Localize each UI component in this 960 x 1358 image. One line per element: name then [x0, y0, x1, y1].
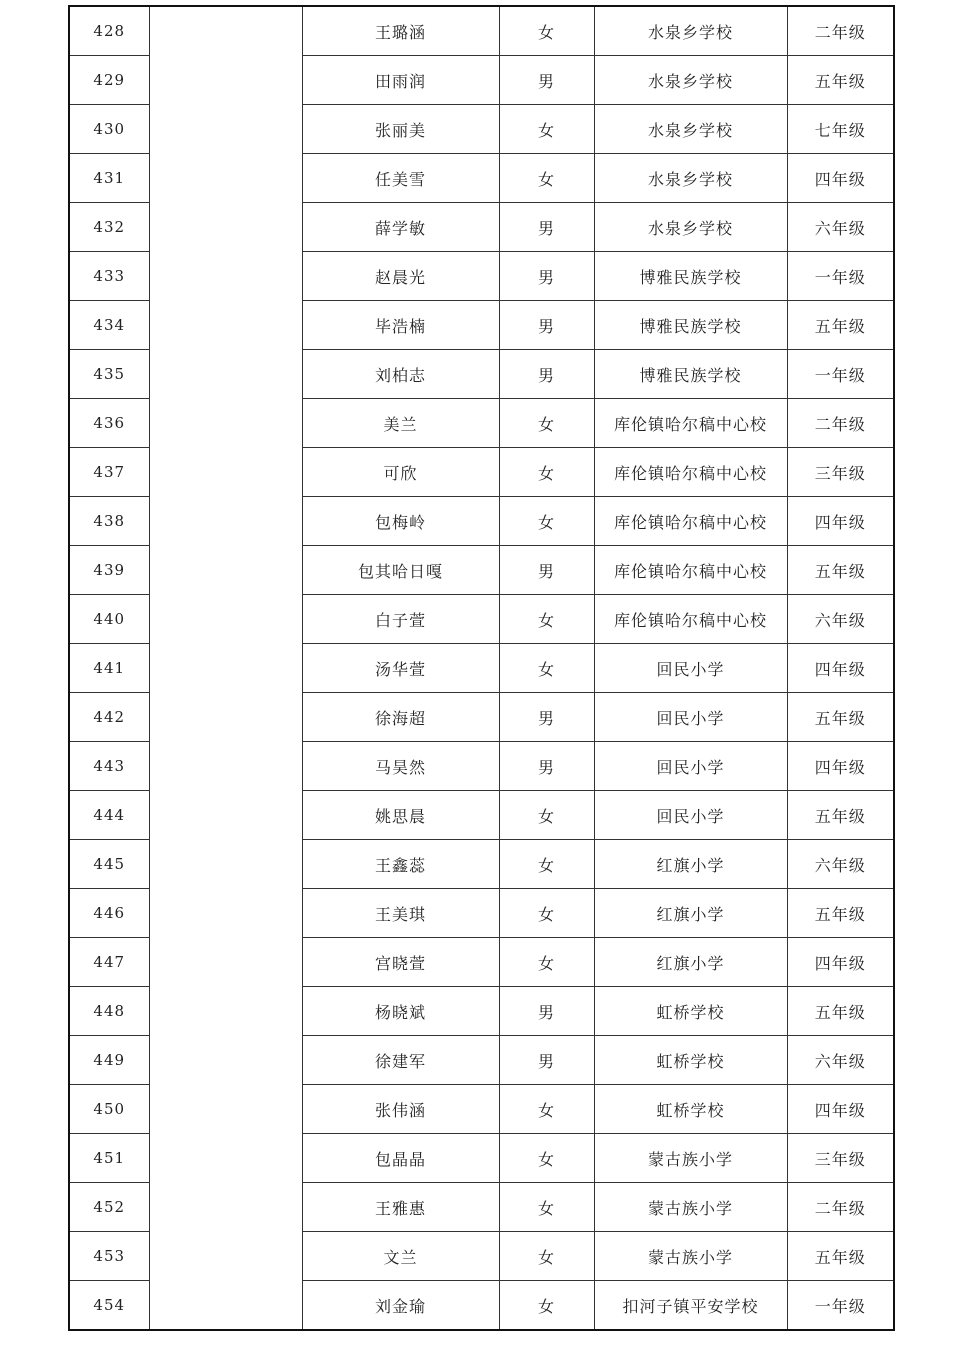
student-name-cell: 田雨润	[302, 56, 499, 105]
student-name-cell: 刘柏志	[302, 350, 499, 399]
student-name-cell: 包梅岭	[302, 497, 499, 546]
row-number-cell: 445	[69, 840, 149, 889]
student-name-cell: 王璐涵	[302, 6, 499, 56]
table-row	[69, 987, 894, 1036]
school-cell: 虹桥学校	[594, 1085, 787, 1134]
table-row	[69, 1134, 894, 1183]
student-name-cell: 白子萱	[302, 595, 499, 644]
table-row	[69, 56, 894, 105]
grade-cell: 一年级	[787, 1281, 894, 1331]
row-number-cell: 449	[69, 1036, 149, 1085]
gender-cell: 女	[499, 1281, 594, 1331]
table-row	[69, 105, 894, 154]
student-name-cell: 徐海超	[302, 693, 499, 742]
grade-cell: 四年级	[787, 938, 894, 987]
student-name-cell: 包其哈日嘎	[302, 546, 499, 595]
grade-cell: 四年级	[787, 154, 894, 203]
grade-cell: 六年级	[787, 203, 894, 252]
school-cell: 回民小学	[594, 644, 787, 693]
row-number-cell: 448	[69, 987, 149, 1036]
gender-cell: 女	[499, 154, 594, 203]
gender-cell: 男	[499, 693, 594, 742]
gender-cell: 女	[499, 595, 594, 644]
table-row	[69, 840, 894, 889]
table-row	[69, 1183, 894, 1232]
region-cell	[149, 644, 302, 693]
school-cell: 红旗小学	[594, 889, 787, 938]
grade-cell: 四年级	[787, 497, 894, 546]
gender-cell: 女	[499, 840, 594, 889]
table-row	[69, 644, 894, 693]
gender-cell: 男	[499, 203, 594, 252]
table-row	[69, 497, 894, 546]
grade-cell: 二年级	[787, 399, 894, 448]
grade-cell: 六年级	[787, 840, 894, 889]
gender-cell: 男	[499, 252, 594, 301]
student-name-cell: 毕浩楠	[302, 301, 499, 350]
student-name-cell: 姚思晨	[302, 791, 499, 840]
row-number-cell: 434	[69, 301, 149, 350]
school-cell: 博雅民族学校	[594, 301, 787, 350]
row-number-cell: 444	[69, 791, 149, 840]
gender-cell: 男	[499, 56, 594, 105]
table-row	[69, 693, 894, 742]
region-cell	[149, 1232, 302, 1281]
row-number-cell: 454	[69, 1281, 149, 1331]
gender-cell: 女	[499, 938, 594, 987]
grade-cell: 五年级	[787, 301, 894, 350]
student-name-cell: 薛学敏	[302, 203, 499, 252]
region-cell	[149, 938, 302, 987]
gender-cell: 女	[499, 448, 594, 497]
table-row	[69, 1036, 894, 1085]
row-number-cell: 452	[69, 1183, 149, 1232]
student-name-cell: 徐建军	[302, 1036, 499, 1085]
grade-cell: 六年级	[787, 595, 894, 644]
school-cell: 库伦镇哈尔稿中心校	[594, 497, 787, 546]
student-name-cell: 汤华萱	[302, 644, 499, 693]
region-cell	[149, 693, 302, 742]
table-row	[69, 938, 894, 987]
row-number-cell: 450	[69, 1085, 149, 1134]
grade-cell: 五年级	[787, 987, 894, 1036]
gender-cell: 女	[499, 889, 594, 938]
table-row	[69, 546, 894, 595]
grade-cell: 五年级	[787, 546, 894, 595]
school-cell: 红旗小学	[594, 938, 787, 987]
region-cell	[149, 889, 302, 938]
row-number-cell: 438	[69, 497, 149, 546]
student-name-cell: 王鑫蕊	[302, 840, 499, 889]
gender-cell: 男	[499, 350, 594, 399]
school-cell: 扣河子镇平安学校	[594, 1281, 787, 1331]
row-number-cell: 451	[69, 1134, 149, 1183]
school-cell: 库伦镇哈尔稿中心校	[594, 546, 787, 595]
roster-body	[69, 6, 894, 1330]
row-number-cell: 435	[69, 350, 149, 399]
school-cell: 回民小学	[594, 693, 787, 742]
grade-cell: 一年级	[787, 350, 894, 399]
region-cell	[149, 742, 302, 791]
table-row	[69, 154, 894, 203]
school-cell: 虹桥学校	[594, 987, 787, 1036]
table-row	[69, 1085, 894, 1134]
region-cell	[149, 840, 302, 889]
region-cell	[149, 154, 302, 203]
school-cell: 水泉乡学校	[594, 105, 787, 154]
school-cell: 回民小学	[594, 742, 787, 791]
grade-cell: 四年级	[787, 1085, 894, 1134]
region-cell	[149, 350, 302, 399]
table-row	[69, 1281, 894, 1331]
gender-cell: 女	[499, 644, 594, 693]
region-cell	[149, 595, 302, 644]
table-row	[69, 791, 894, 840]
region-cell	[149, 56, 302, 105]
region-cell	[149, 6, 302, 56]
school-cell: 蒙古族小学	[594, 1183, 787, 1232]
grade-cell: 六年级	[787, 1036, 894, 1085]
grade-cell: 一年级	[787, 252, 894, 301]
gender-cell: 女	[499, 791, 594, 840]
grade-cell: 五年级	[787, 56, 894, 105]
gender-cell: 男	[499, 546, 594, 595]
region-cell	[149, 1036, 302, 1085]
student-name-cell: 任美雪	[302, 154, 499, 203]
grade-cell: 五年级	[787, 889, 894, 938]
region-cell	[149, 1085, 302, 1134]
gender-cell: 女	[499, 497, 594, 546]
row-number-cell: 443	[69, 742, 149, 791]
row-number-cell: 442	[69, 693, 149, 742]
region-cell	[149, 1281, 302, 1331]
gender-cell: 男	[499, 301, 594, 350]
school-cell: 虹桥学校	[594, 1036, 787, 1085]
region-cell	[149, 399, 302, 448]
gender-cell: 女	[499, 1134, 594, 1183]
school-cell: 库伦镇哈尔稿中心校	[594, 399, 787, 448]
table-row	[69, 889, 894, 938]
student-name-cell: 刘金瑜	[302, 1281, 499, 1331]
grade-cell: 五年级	[787, 791, 894, 840]
row-number-cell: 439	[69, 546, 149, 595]
student-name-cell: 杨晓斌	[302, 987, 499, 1036]
row-number-cell: 433	[69, 252, 149, 301]
gender-cell: 女	[499, 399, 594, 448]
grade-cell: 四年级	[787, 742, 894, 791]
student-name-cell: 王雅惠	[302, 1183, 499, 1232]
student-name-cell: 赵晨光	[302, 252, 499, 301]
row-number-cell: 446	[69, 889, 149, 938]
row-number-cell: 429	[69, 56, 149, 105]
school-cell: 水泉乡学校	[594, 154, 787, 203]
region-cell	[149, 1134, 302, 1183]
gender-cell: 女	[499, 1232, 594, 1281]
table-row	[69, 1232, 894, 1281]
region-cell	[149, 203, 302, 252]
gender-cell: 女	[499, 1085, 594, 1134]
gender-cell: 男	[499, 987, 594, 1036]
student-name-cell: 张丽美	[302, 105, 499, 154]
grade-cell: 三年级	[787, 1134, 894, 1183]
gender-cell: 男	[499, 742, 594, 791]
school-cell: 蒙古族小学	[594, 1232, 787, 1281]
region-cell	[149, 252, 302, 301]
table-row	[69, 595, 894, 644]
table-row	[69, 742, 894, 791]
gender-cell: 女	[499, 6, 594, 56]
school-cell: 蒙古族小学	[594, 1134, 787, 1183]
school-cell: 水泉乡学校	[594, 6, 787, 56]
school-cell: 博雅民族学校	[594, 350, 787, 399]
row-number-cell: 431	[69, 154, 149, 203]
school-cell: 库伦镇哈尔稿中心校	[594, 595, 787, 644]
table-row	[69, 399, 894, 448]
student-name-cell: 张伟涵	[302, 1085, 499, 1134]
school-cell: 库伦镇哈尔稿中心校	[594, 448, 787, 497]
student-name-cell: 王美琪	[302, 889, 499, 938]
student-name-cell: 包晶晶	[302, 1134, 499, 1183]
grade-cell: 五年级	[787, 693, 894, 742]
school-cell: 回民小学	[594, 791, 787, 840]
grade-cell: 四年级	[787, 644, 894, 693]
row-number-cell: 428	[69, 6, 149, 56]
student-name-cell: 宫晓萱	[302, 938, 499, 987]
row-number-cell: 436	[69, 399, 149, 448]
row-number-cell: 432	[69, 203, 149, 252]
gender-cell: 女	[499, 105, 594, 154]
table-row	[69, 350, 894, 399]
student-roster-table	[68, 5, 895, 1331]
table-row	[69, 448, 894, 497]
table-row	[69, 252, 894, 301]
row-number-cell: 437	[69, 448, 149, 497]
region-cell	[149, 448, 302, 497]
region-cell	[149, 1183, 302, 1232]
row-number-cell: 441	[69, 644, 149, 693]
school-cell: 红旗小学	[594, 840, 787, 889]
grade-cell: 三年级	[787, 448, 894, 497]
grade-cell: 五年级	[787, 1232, 894, 1281]
row-number-cell: 447	[69, 938, 149, 987]
row-number-cell: 453	[69, 1232, 149, 1281]
region-cell	[149, 987, 302, 1036]
school-cell: 水泉乡学校	[594, 203, 787, 252]
table-row	[69, 6, 894, 56]
grade-cell: 七年级	[787, 105, 894, 154]
region-cell	[149, 301, 302, 350]
school-cell: 水泉乡学校	[594, 56, 787, 105]
table-row	[69, 203, 894, 252]
grade-cell: 二年级	[787, 6, 894, 56]
grade-cell: 二年级	[787, 1183, 894, 1232]
gender-cell: 男	[499, 1036, 594, 1085]
region-cell	[149, 105, 302, 154]
student-name-cell: 马昊然	[302, 742, 499, 791]
student-name-cell: 可欣	[302, 448, 499, 497]
student-name-cell: 文兰	[302, 1232, 499, 1281]
region-cell	[149, 546, 302, 595]
region-cell	[149, 791, 302, 840]
school-cell: 博雅民族学校	[594, 252, 787, 301]
student-name-cell: 美兰	[302, 399, 499, 448]
row-number-cell: 430	[69, 105, 149, 154]
gender-cell: 女	[499, 1183, 594, 1232]
row-number-cell: 440	[69, 595, 149, 644]
region-cell	[149, 497, 302, 546]
table-row	[69, 301, 894, 350]
